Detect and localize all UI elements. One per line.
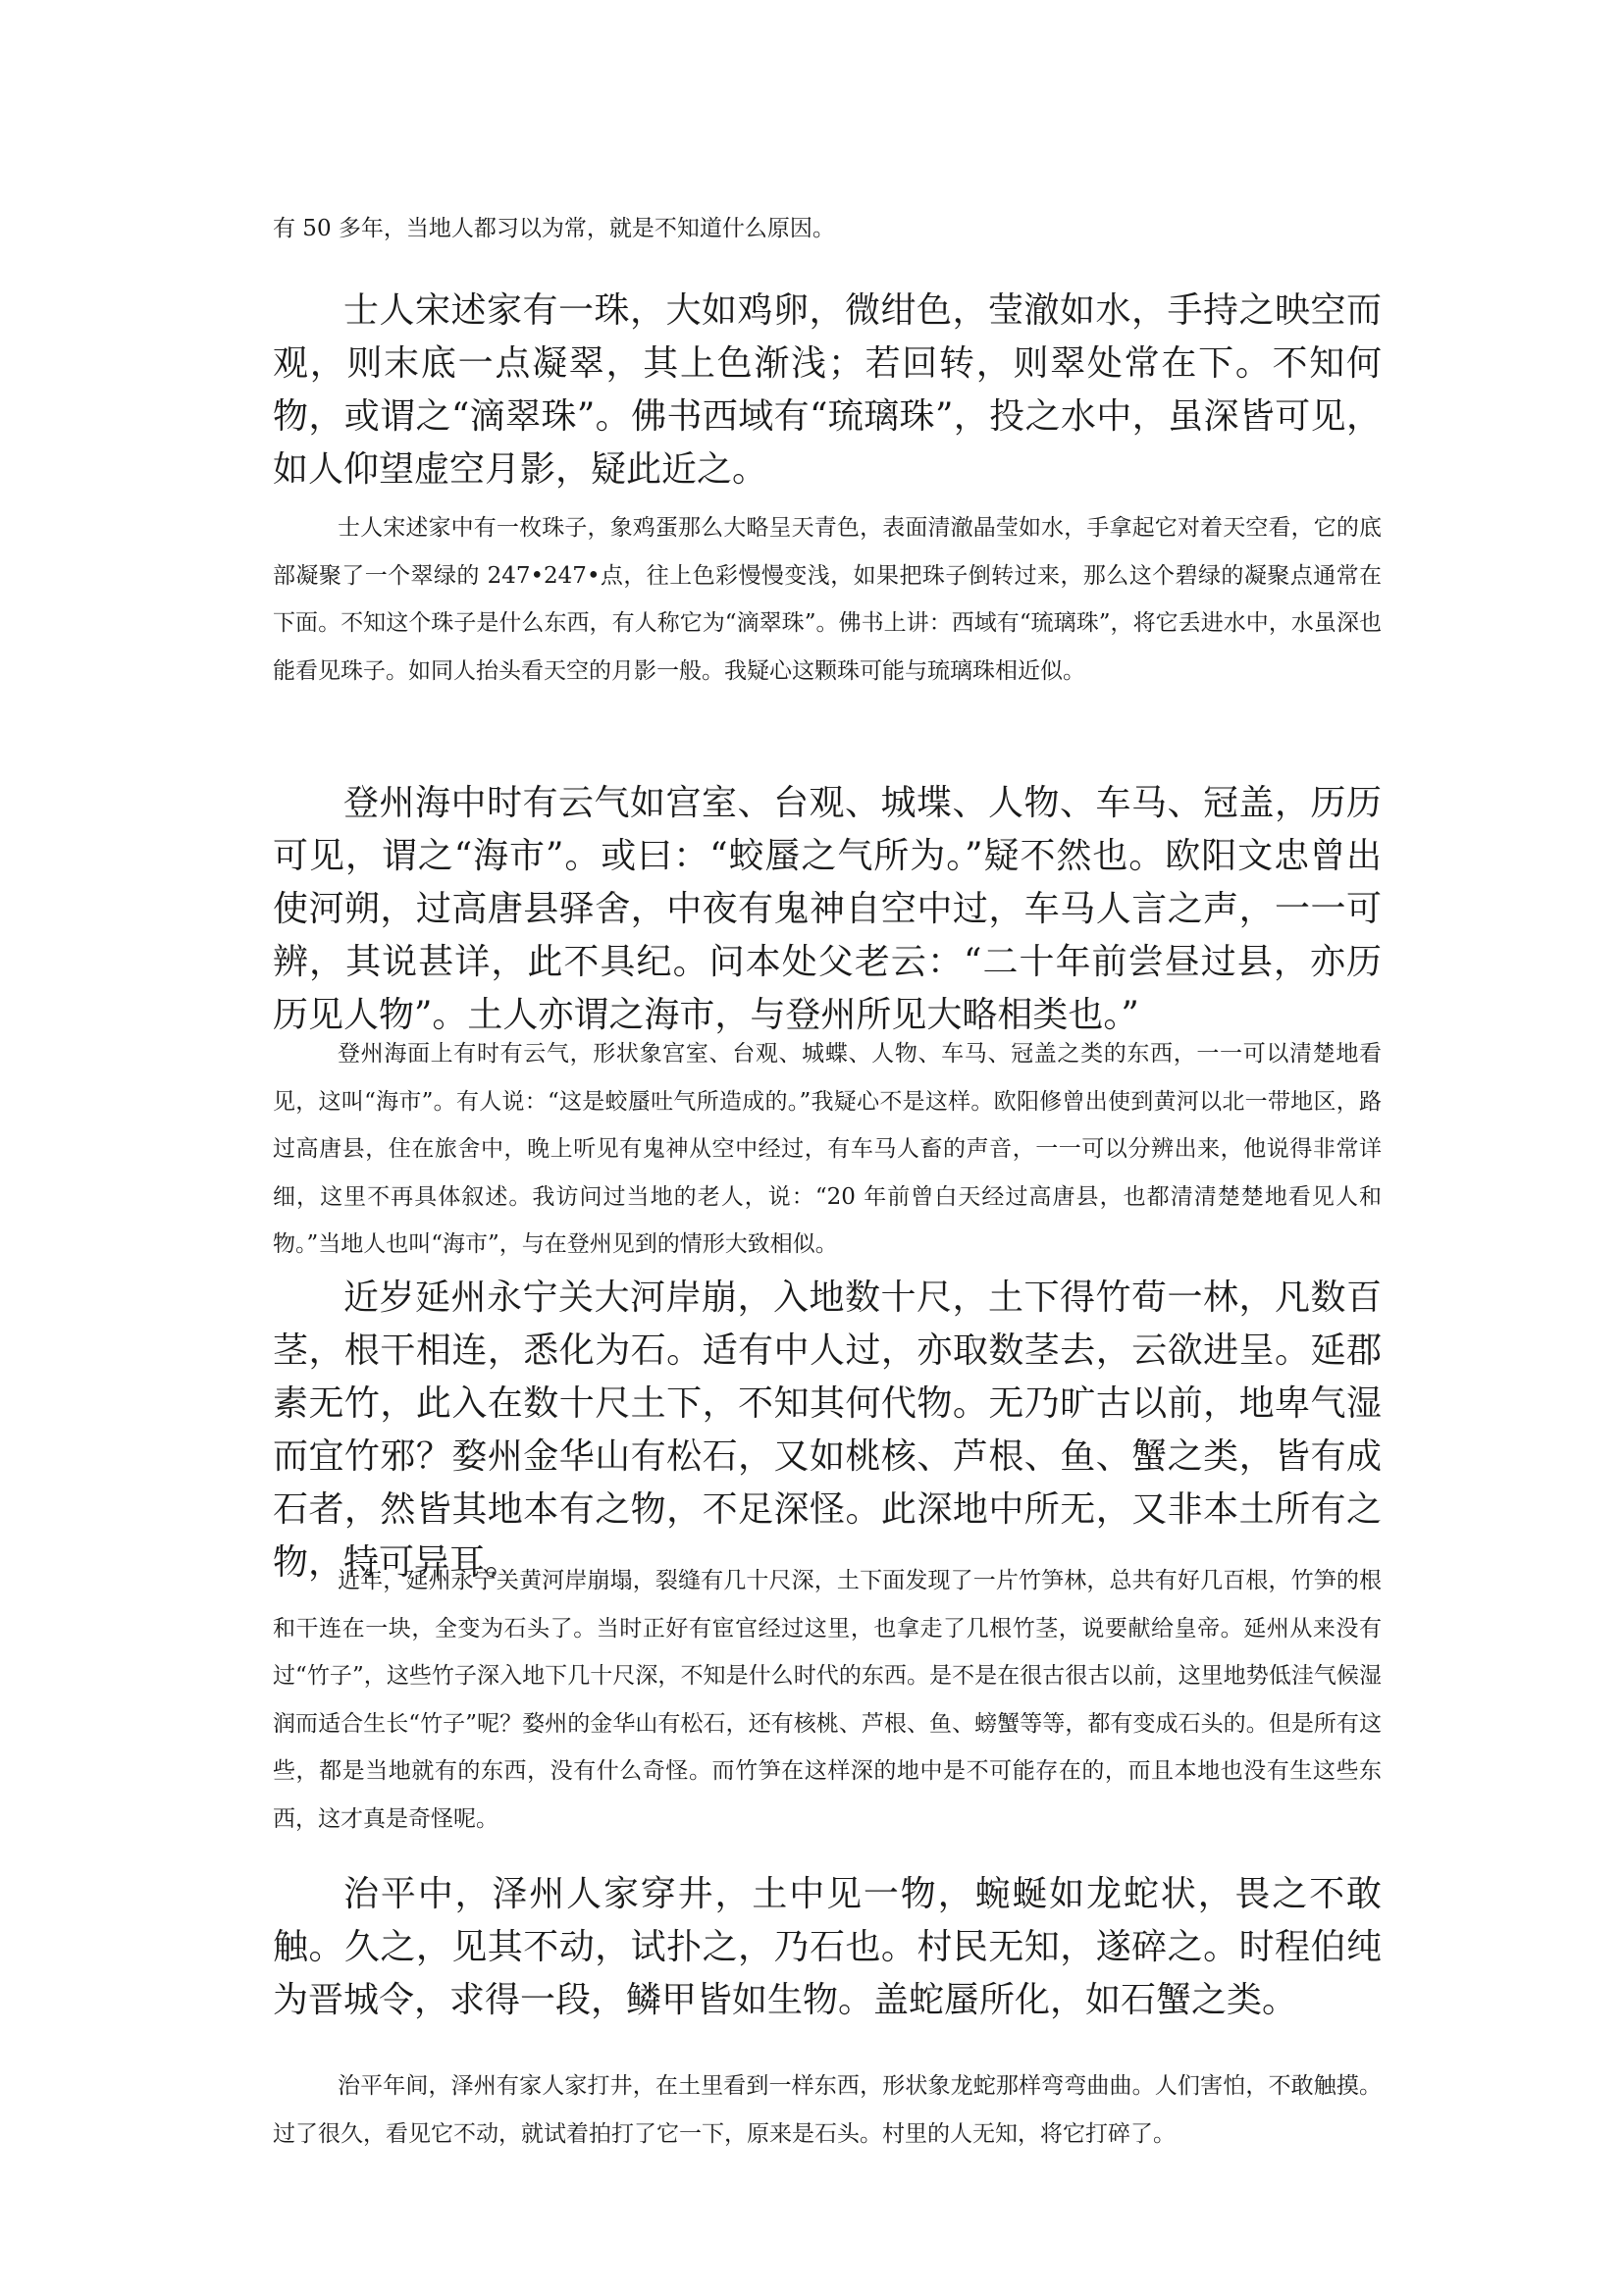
original-paragraph-sea-market: 登州海中时有云气如宫室、台观、城堞、人物、车马、冠盖，历历可见，谓之“海市”。或曰：“蛟蜃之气所为。”疑不然也。欧阳文忠曾出使河朔，过高唐县驿舍，中夜有鬼神自空中过，车马人言之声，一一可辨，其说甚详，此不具纪。问本处父老云：“二十年前尝昼过县，亦历历见人物”。土人亦谓之海市，与登州所见大略相类也。” <box>273 783 1382 1035</box>
translation-paragraph-stone-dragon: 治平年间，泽州有家人家打井，在土里看到一样东西，形状象龙蛇那样弯弯曲曲。人们害怕，不敢触摸。过了很久，看见它不动，就试着拍打了它一下，原来是石头。村里的人无知，将它打碎了。 <box>273 2073 1382 2147</box>
translation-paragraph-continued: 有 50 多年，当地人都习以为常，就是不知道什么原因。 <box>273 216 835 241</box>
original-paragraph-bamboo-fossil: 近岁延州永宁关大河岸崩，入地数十尺，土下得竹荀一林，凡数百茎，根干相连，悉化为石。适有中人过，亦取数茎去，云欲进呈。延郡素无竹，此入在数十尺土下，不知其何代物。无乃旷古以前，地卑气湿而宜竹邪？婺州金华山有松石，又如桃核、芦根、鱼、蟹之类，皆有成石者，然皆其地本有之物，不足深怪。此深地中所无，又非本土所有之物，特可异耳。 <box>273 1277 1382 1583</box>
translation-paragraph-luminous-pearl: 士人宋述家中有一枚珠子，象鸡蛋那么大略呈天青色，表面清澈晶莹如水，手拿起它对着天空看，它的底部凝聚了一个翠绿的 247•247•点，往上色彩慢慢变浅，如果把珠子倒转过来，那么这个碧绿的凝聚点通常在下面。不知这个珠子是什么东西，有人称它为“滴翠珠”。佛书上讲：西域有“琉璃珠”，将它丢进水中，水虽深也能看见珠子。如同人抬头看天空的月影一般。我疑心这颗珠可能与琉璃珠相近似。 <box>273 515 1382 684</box>
original-paragraph-luminous-pearl: 士人宋述家有一珠，大如鸡卵，微绀色，莹澈如水，手持之映空而观，则末底一点凝翠，其上色渐浅；若回转，则翠处常在下。不知何物，或谓之“滴翠珠”。佛书西域有“琉璃珠”，投之水中，虽深皆可见，如人仰望虚空月影，疑此近之。 <box>273 290 1382 490</box>
translation-paragraph-sea-market: 登州海面上有时有云气，形状象宫室、台观、城蝶、人物、车马、冠盖之类的东西，一一可以清楚地看见，这叫“海市”。有人说：“这是蛟蜃吐气所造成的。”我疑心不是这样。欧阳修曾出使到黄河以北一带地区，路过高唐县，住在旅舍中，晚上听见有鬼神从空中经过，有车马人畜的声音，一一可以分辨出来，他说得非常详细，这里不再具体叙述。我访问过当地的老人，说：“20 年前曾白天经过高唐县，也都清清楚楚地看见人和物。”当地人也叫“海市”，与在登州见到的情形大致相似。 <box>273 1041 1382 1257</box>
translation-paragraph-bamboo-fossil: 近年，延州永宁关黄河岸崩塌，裂缝有几十尺深，土下面发现了一片竹笋林，总共有好几百根，竹笋的根和干连在一块，全变为石头了。当时正好有宦官经过这里，也拿走了几根竹茎，说要献给皇帝。延州从来没有过“竹子”，这些竹子深入地下几十尺深，不知是什么时代的东西。是不是在很古很古以前，这里地势低洼气候湿润而适合生长“竹子”呢？婺州的金华山有松石，还有核桃、芦根、鱼、螃蟹等等，都有变成石头的。但是所有这些，都是当地就有的东西，没有什么奇怪。而竹笋在这样深的地中是不可能存在的，而且本地也没有生这些东西，这才真是奇怪呢。 <box>273 1568 1382 1832</box>
original-paragraph-stone-dragon: 治平中，泽州人家穿井，土中见一物，蜿蜒如龙蛇状，畏之不敢触。久之，见其不动，试扑之，乃石也。村民无知，遂碎之。时程伯纯为晋城令，求得一段，鳞甲皆如生物。盖蛇蜃所化，如石蟹之类。 <box>273 1874 1382 2020</box>
